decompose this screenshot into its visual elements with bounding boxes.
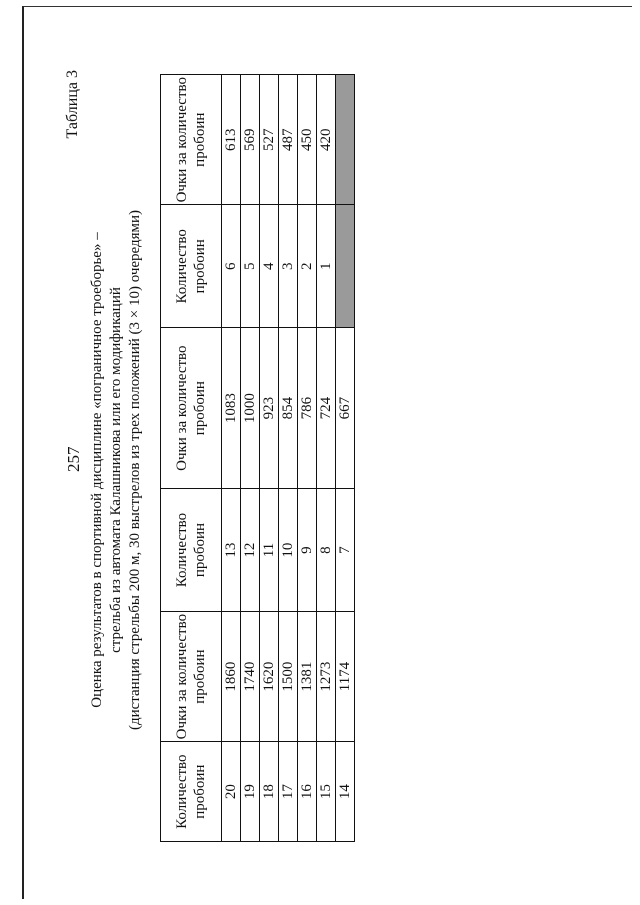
- page-number: 257: [64, 446, 83, 472]
- table-cell: 1273: [317, 611, 336, 741]
- table-cell: 1860: [222, 611, 241, 741]
- title-line: стрельба из автомата Калашникова или его модификаций: [108, 287, 124, 653]
- table-row: [336, 75, 355, 842]
- table-cell: 613: [222, 75, 241, 205]
- table-cell: 854: [279, 328, 298, 489]
- table-cell: 9: [298, 489, 317, 612]
- table-cell: 1: [317, 205, 336, 328]
- table-cell: 13: [222, 489, 241, 612]
- table-cell: 17: [279, 742, 298, 842]
- table-cell: 1620: [260, 611, 279, 741]
- table-cell: 2: [298, 205, 317, 328]
- table-cell: 4: [260, 205, 279, 328]
- table-cell: 527: [260, 75, 279, 205]
- table-cell: 6: [222, 205, 241, 328]
- table-cell: 420: [317, 75, 336, 205]
- table-row: [279, 75, 298, 842]
- table-cell: 1174: [336, 611, 355, 741]
- table-cell: 450: [298, 75, 317, 205]
- table-cell: 569: [241, 75, 260, 205]
- table-header-row: [161, 75, 222, 842]
- table-cell: 10: [279, 489, 298, 612]
- table-cell: 3: [279, 205, 298, 328]
- table-cell: 16: [298, 742, 317, 842]
- column-header: Количество пробоин: [161, 489, 222, 612]
- table-cell: 15: [317, 742, 336, 842]
- table-title: [88, 70, 145, 870]
- table-cell: 5: [241, 205, 260, 328]
- table-row: [298, 75, 317, 842]
- column-header: Количество пробоин: [161, 205, 222, 328]
- column-header: Количество пробоин: [161, 742, 222, 842]
- table-label: Таблица 3: [64, 70, 81, 139]
- table-cell: 786: [298, 328, 317, 489]
- table-cell: 8: [317, 489, 336, 612]
- table-cell: 923: [260, 328, 279, 489]
- table-cell: 1000: [241, 328, 260, 489]
- results-table: [160, 74, 355, 842]
- title-line: Оценка результатов в спортивной дисциплине «пограничное троеборье» –: [89, 232, 105, 708]
- table-cell: 1381: [298, 611, 317, 741]
- table-cell: 487: [279, 75, 298, 205]
- table-cell: 14: [336, 742, 355, 842]
- column-header: Очки за количество пробоин: [161, 611, 222, 741]
- table-cell: 1740: [241, 611, 260, 741]
- table-cell: 18: [260, 742, 279, 842]
- table-row: [260, 75, 279, 842]
- table-cell: [336, 75, 355, 205]
- table-cell: 20: [222, 742, 241, 842]
- table-row: [241, 75, 260, 842]
- table-row: [222, 75, 241, 842]
- table-cell: [336, 205, 355, 328]
- table-cell: 1500: [279, 611, 298, 741]
- table-row: [317, 75, 336, 842]
- table-cell: 19: [241, 742, 260, 842]
- table-cell: 12: [241, 489, 260, 612]
- table-cell: 7: [336, 489, 355, 612]
- rotated-page: [62, 70, 362, 870]
- column-header: Очки за количество пробоин: [161, 328, 222, 489]
- title-line: (дистанция стрельбы 200 м, 30 выстрелов из трех положений (3 × 10) очередями): [127, 209, 143, 731]
- table-cell: 724: [317, 328, 336, 489]
- table-cell: 1083: [222, 328, 241, 489]
- table-cell: 667: [336, 328, 355, 489]
- table-cell: 11: [260, 489, 279, 612]
- column-header: Очки за количество пробоин: [161, 75, 222, 205]
